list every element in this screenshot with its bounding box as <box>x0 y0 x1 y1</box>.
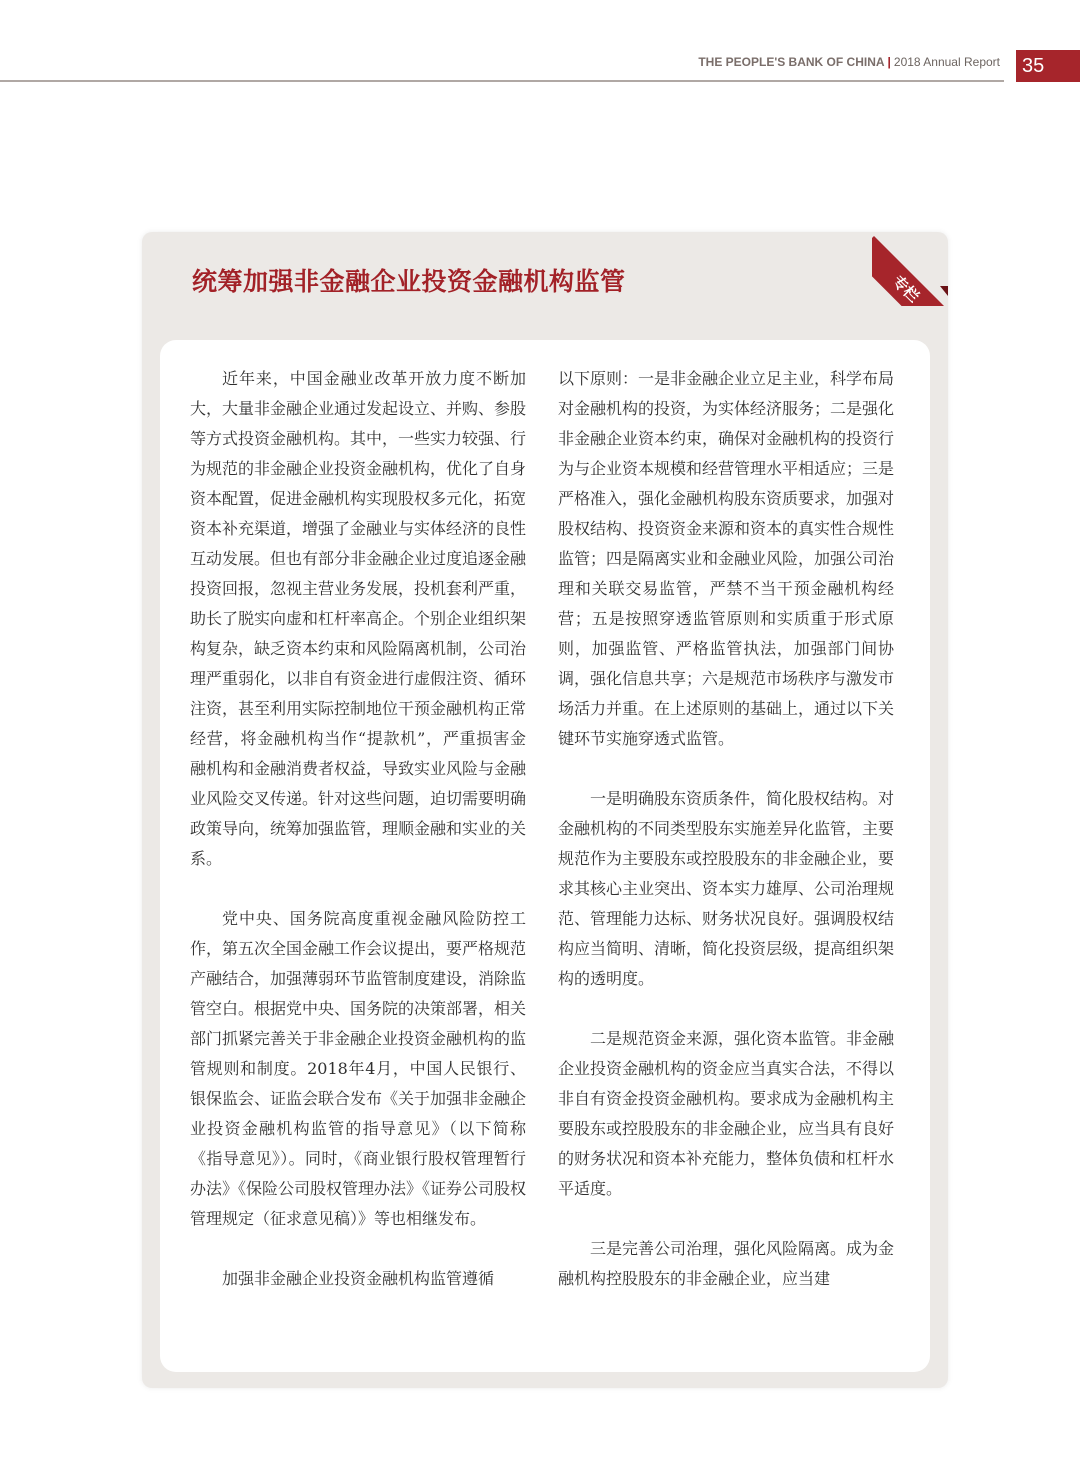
article-title: 统筹加强非金融企业投资金融机构监管 <box>192 267 626 296</box>
ribbon-label: 专栏 <box>872 236 959 306</box>
paragraph: 加强非金融企业投资金融机构监管遵循 <box>222 1269 495 1288</box>
header-org: THE PEOPLE'S BANK OF CHINA <box>698 55 885 69</box>
paragraph: 党中央、国务院高度重视金融风险防控工作，第五次全国金融工作会议提出，要严格规范产融结合，加强薄弱环节监管制度建设，消除监管空白。根据党中央、国务院的决策部署，相关部门抓紧完善关于非金融企业投资金融机构的监管规则和制度。2018年4月，中国人民银行、银保监会、证监会联合发布《关于加强非金融企业投资金融机构监管的指导意见》（以下简称《指导意见》）。同时，《商业银行股权管理暂行办法》《保险公司股权管理办法》《证券公司股权管理规定（征求意见稿）》等也相继发布。 <box>190 909 527 1228</box>
right-column <box>558 364 894 1294</box>
header-report: 2018 Annual Report <box>893 55 1000 69</box>
left-column <box>190 364 526 1294</box>
paragraph-continued: 以下原则：一是非金融企业立足主业，科学布局对金融机构的投资，为实体经济服务；二是强化非金融企业资本约束，确保对金融机构的投资行为与企业资本规模和经营管理水平相适应；三是严格准入，强化金融机构股东资质要求，加强对股权结构、投资资金来源和资本的真实性合规性监管；四是隔离实业和金融业风险，加强公司治理和关联交易监管，严禁不当干预金融机构经营；五是按照穿透监管原则和实质重于形式原则，加强监管、严格监管执法，加强部门间协调，强化信息共享；六是规范市场秩序与激发市场活力并重。在上述原则的基础上，通过以下关键环节实施穿透式监管。 <box>558 369 895 748</box>
paragraph: 二是规范资金来源，强化资本监管。非金融企业投资金融机构的资金应当真实合法，不得以非自有资金投资金融机构。要求成为金融机构主要股东或控股股东的非金融企业，应当具有良好的财务状况和资本补充能力，整体负债和杠杆水平适度。 <box>558 1029 895 1198</box>
column-ribbon <box>872 206 972 306</box>
paragraph: 一是明确股东资质条件，简化股权结构。对金融机构的不同类型股东实施差异化监管，主要规范作为主要股东或控股股东的非金融企业，要求其核心主业突出、资本实力雄厚、公司治理规范、管理能力达标、财务状况良好。强调股权结构应当简明、清晰，简化投资层级，提高组织架构的透明度。 <box>558 789 895 988</box>
running-header <box>680 55 1000 73</box>
ribbon-fold <box>940 286 948 296</box>
page-number: 35 <box>1016 50 1080 82</box>
paragraph: 近年来，中国金融业改革开放力度不断加大，大量非金融企业通过发起设立、并购、参股等方式投资金融机构。其中，一些实力较强、行为规范的非金融企业投资金融机构，优化了自身资本配置，促进金融机构实现股权多元化，拓宽资本补充渠道，增强了金融业与实体经济的良性互动发展。但也有部分非金融企业过度追逐金融投资回报，忽视主营业务发展，投机套利严重，助长了脱实向虚和杠杆率高企。个别企业组织架构复杂，缺乏资本约束和风险隔离机制，公司治理严重弱化，以非自有资金进行虚假注资、循环注资，甚至利用实际控制地位干预金融机构正常经营，将金融机构当作“提款机”，严重损害金融机构和金融消费者权益，导致实业风险与金融业风险交叉传递。针对这些问题，迫切需要明确政策导向，统筹加强监管，理顺金融和实业的关系。 <box>190 369 527 868</box>
paragraph: 三是完善公司治理，强化风险隔离。成为金融机构控股股东的非金融企业，应当建 <box>558 1239 895 1288</box>
header-separator: | <box>887 55 891 69</box>
header-rule <box>0 80 1004 82</box>
